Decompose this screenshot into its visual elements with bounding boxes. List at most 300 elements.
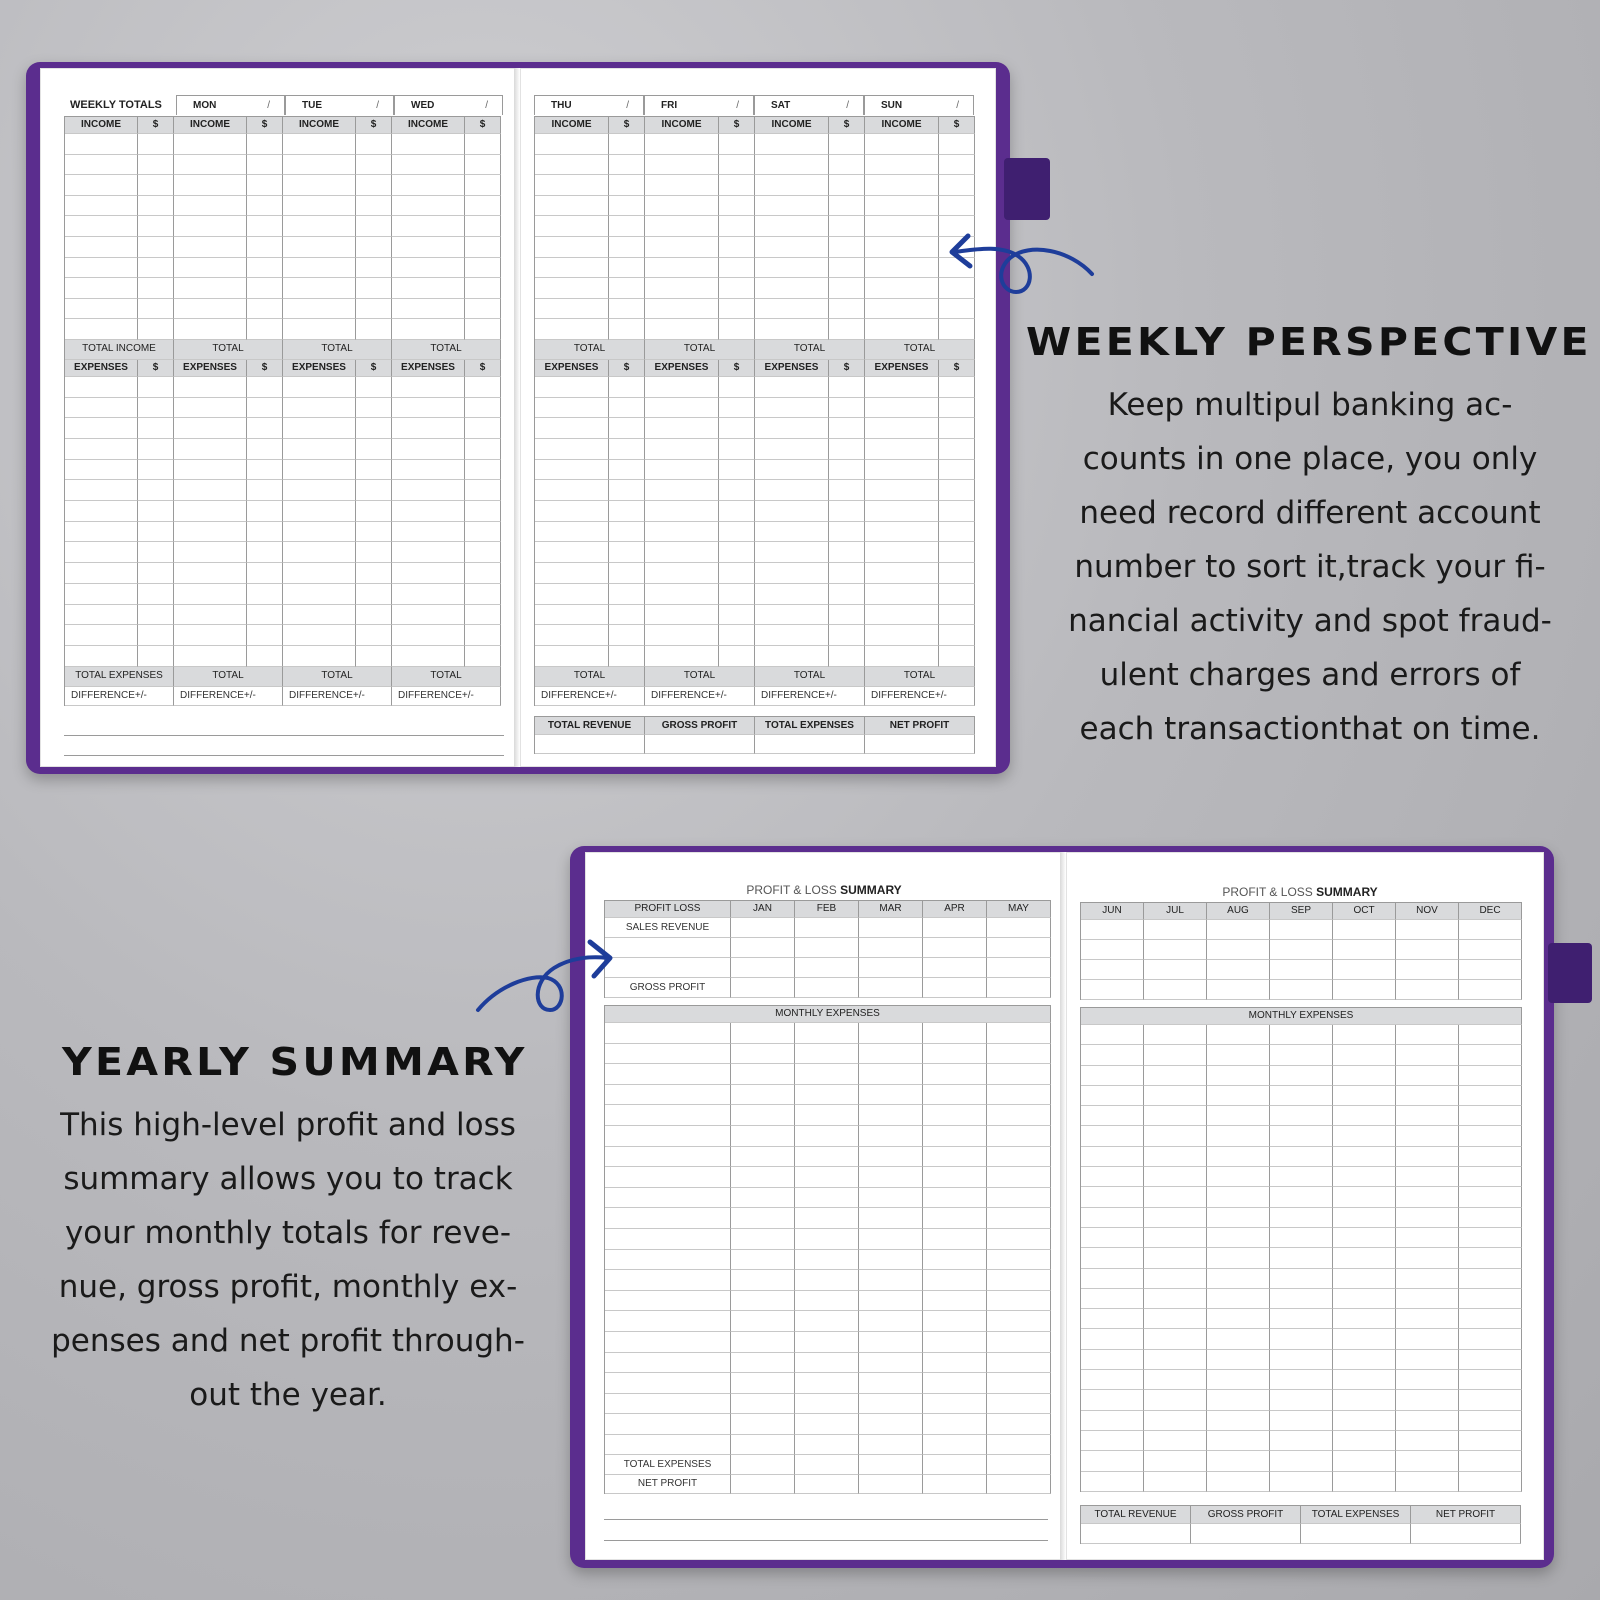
- income-cell: [535, 258, 609, 279]
- income-cell: [247, 319, 283, 340]
- expense-cell: [1333, 1126, 1396, 1146]
- expense-cell: [356, 625, 392, 646]
- expense-cell: [795, 1291, 859, 1312]
- expense-cell: [609, 584, 645, 605]
- expense-cell: [1270, 1147, 1333, 1167]
- income-cell: [609, 155, 645, 176]
- income-cell: [939, 155, 975, 176]
- summary-header: TOTAL REVENUE: [1081, 1506, 1191, 1524]
- expense-cell: [731, 1353, 795, 1374]
- expense-cell: [356, 522, 392, 543]
- expense-cell: [605, 1208, 731, 1229]
- income-cell: [138, 196, 174, 217]
- weekly-left-grid: [64, 116, 501, 706]
- total-expenses-cell: TOTAL: [392, 667, 501, 687]
- expense-cell: [1396, 1086, 1459, 1106]
- expense-cell: [923, 1394, 987, 1415]
- expenses-header: EXPENSES: [283, 360, 356, 377]
- income-cell: [645, 319, 719, 340]
- expense-cell: [829, 522, 865, 543]
- value-cell: [1396, 960, 1459, 980]
- expense-cell: [1333, 1045, 1396, 1065]
- expense-cell: [1207, 1025, 1270, 1045]
- income-cell: [719, 299, 755, 320]
- day-name: SUN: [881, 100, 903, 111]
- income-cell: [138, 278, 174, 299]
- expense-cell: [1144, 1228, 1207, 1248]
- expense-cell: [392, 439, 465, 460]
- expense-cell: [1081, 1066, 1144, 1086]
- income-cell: [174, 278, 247, 299]
- expense-cell: [645, 439, 719, 460]
- expense-cell: [1333, 1106, 1396, 1126]
- expense-cell: [865, 377, 939, 398]
- expense-cell: [283, 542, 356, 563]
- expense-cell: [65, 646, 138, 667]
- value-cell: [1396, 980, 1459, 1000]
- expense-cell: [1333, 1329, 1396, 1349]
- income-cell: [829, 196, 865, 217]
- income-cell: [609, 216, 645, 237]
- pl-right-expenses-grid: [1080, 1007, 1522, 1492]
- expense-cell: [605, 1270, 731, 1291]
- income-cell: [755, 278, 829, 299]
- expense-cell: [755, 480, 829, 501]
- expense-cell: [1270, 1126, 1333, 1146]
- expense-cell: [731, 1085, 795, 1106]
- description-line: This high-level profit and loss: [60, 1107, 516, 1143]
- expense-cell: [1396, 1431, 1459, 1451]
- value-cell: [1207, 960, 1270, 980]
- expense-cell: [174, 439, 247, 460]
- expense-cell: [392, 522, 465, 543]
- expense-cell: [865, 522, 939, 543]
- expense-cell: [859, 1167, 923, 1188]
- value-cell: [859, 958, 923, 978]
- expense-cell: [392, 542, 465, 563]
- dollar-header: $: [719, 360, 755, 377]
- total-expenses-cell: TOTAL: [174, 667, 283, 687]
- expense-cell: [605, 1064, 731, 1085]
- expense-cell: [645, 398, 719, 419]
- income-cell: [865, 155, 939, 176]
- expense-cell: [1270, 1431, 1333, 1451]
- expense-cell: [174, 563, 247, 584]
- income-cell: [174, 196, 247, 217]
- income-cell: [939, 175, 975, 196]
- expense-cell: [392, 398, 465, 419]
- weekly-right-grid: [534, 116, 975, 706]
- expense-cell: [465, 625, 501, 646]
- expense-cell: [1396, 1289, 1459, 1309]
- expense-cell: [755, 398, 829, 419]
- expense-cell: [1270, 1451, 1333, 1471]
- income-cell: [247, 278, 283, 299]
- value-cell: [987, 1455, 1051, 1475]
- pl-title-left: PROFIT & LOSS SUMMARY: [746, 883, 902, 897]
- income-cell: [465, 258, 501, 279]
- expense-cell: [1396, 1147, 1459, 1167]
- expense-cell: [1459, 1390, 1522, 1410]
- expense-cell: [1270, 1411, 1333, 1431]
- expense-cell: [535, 646, 609, 667]
- expense-cell: [356, 398, 392, 419]
- expense-cell: [1459, 1147, 1522, 1167]
- expense-cell: [731, 1167, 795, 1188]
- expense-cell: [1396, 1106, 1459, 1126]
- expense-cell: [1081, 1329, 1144, 1349]
- value-cell: [1333, 920, 1396, 940]
- expense-cell: [465, 563, 501, 584]
- expense-cell: [865, 563, 939, 584]
- expense-cell: [731, 1291, 795, 1312]
- summary-cell: [1191, 1524, 1301, 1544]
- expense-cell: [645, 542, 719, 563]
- value-cell: [923, 978, 987, 998]
- expense-cell: [1270, 1472, 1333, 1492]
- value-cell: [731, 1475, 795, 1494]
- description-line: need record different account: [1079, 495, 1541, 531]
- expense-cell: [731, 1229, 795, 1250]
- dollar-header: $: [247, 360, 283, 377]
- expense-cell: [247, 418, 283, 439]
- expense-cell: [795, 1208, 859, 1229]
- day-header-box: [864, 95, 974, 115]
- income-cell: [65, 216, 138, 237]
- expense-cell: [1270, 1025, 1333, 1045]
- expense-cell: [605, 1291, 731, 1312]
- expense-cell: [829, 542, 865, 563]
- expense-cell: [356, 460, 392, 481]
- value-cell: [923, 938, 987, 958]
- expense-cell: [247, 625, 283, 646]
- income-cell: [609, 299, 645, 320]
- expense-cell: [465, 584, 501, 605]
- income-cell: [645, 299, 719, 320]
- income-cell: [138, 299, 174, 320]
- expense-cell: [865, 501, 939, 522]
- total-expenses-cell: TOTAL: [865, 667, 975, 687]
- expense-cell: [465, 542, 501, 563]
- income-cell: [465, 237, 501, 258]
- expense-cell: [865, 646, 939, 667]
- expense-cell: [755, 625, 829, 646]
- expense-cell: [247, 646, 283, 667]
- expense-cell: [1081, 1269, 1144, 1289]
- pl-left-expenses-grid: [604, 1005, 1051, 1494]
- expense-cell: [987, 1270, 1051, 1291]
- expense-cell: [174, 646, 247, 667]
- income-cell: [356, 216, 392, 237]
- income-cell: [645, 175, 719, 196]
- expense-cell: [829, 480, 865, 501]
- income-cell: [283, 258, 356, 279]
- dollar-header: $: [719, 117, 755, 134]
- expense-cell: [1207, 1411, 1270, 1431]
- expense-cell: [138, 439, 174, 460]
- expense-cell: [605, 1085, 731, 1106]
- expense-cell: [795, 1394, 859, 1415]
- expense-cell: [247, 460, 283, 481]
- expense-cell: [535, 563, 609, 584]
- expense-cell: [247, 542, 283, 563]
- income-cell: [535, 134, 609, 155]
- expense-cell: [174, 398, 247, 419]
- expense-cell: [859, 1311, 923, 1332]
- expense-cell: [138, 563, 174, 584]
- expense-cell: [465, 501, 501, 522]
- income-cell: [283, 196, 356, 217]
- income-cell: [645, 216, 719, 237]
- expense-cell: [1144, 1248, 1207, 1268]
- expense-cell: [939, 501, 975, 522]
- expense-cell: [535, 605, 609, 626]
- expense-cell: [859, 1414, 923, 1435]
- expense-cell: [465, 646, 501, 667]
- difference-cell: DIFFERENCE+/-: [645, 687, 755, 706]
- expense-cell: [605, 1250, 731, 1271]
- expense-cell: [174, 418, 247, 439]
- expense-cell: [535, 501, 609, 522]
- expense-cell: [731, 1250, 795, 1271]
- pl-right-grid: [1080, 902, 1522, 1000]
- expense-cell: [1396, 1208, 1459, 1228]
- income-cell: [283, 278, 356, 299]
- expense-cell: [755, 563, 829, 584]
- expense-cell: [1333, 1390, 1396, 1410]
- income-cell: [356, 134, 392, 155]
- expense-cell: [719, 625, 755, 646]
- expense-cell: [829, 377, 865, 398]
- row-label: NET PROFIT: [605, 1475, 731, 1494]
- expense-cell: [731, 1147, 795, 1168]
- expense-cell: [859, 1270, 923, 1291]
- expense-cell: [731, 1414, 795, 1435]
- expense-cell: [356, 501, 392, 522]
- income-cell: [392, 237, 465, 258]
- weekly-description: [1030, 378, 1590, 756]
- monthly-expenses-header: MONTHLY EXPENSES: [605, 1006, 1051, 1023]
- expense-cell: [1081, 1248, 1144, 1268]
- expense-cell: [923, 1229, 987, 1250]
- income-cell: [829, 319, 865, 340]
- income-cell: [829, 216, 865, 237]
- expense-cell: [987, 1394, 1051, 1415]
- expense-cell: [859, 1023, 923, 1044]
- value-cell: [859, 918, 923, 938]
- expense-cell: [465, 460, 501, 481]
- expense-cell: [65, 584, 138, 605]
- expense-cell: [465, 398, 501, 419]
- description-line: each transactionthat on time.: [1079, 711, 1541, 747]
- expense-cell: [1333, 1289, 1396, 1309]
- income-cell: [65, 175, 138, 196]
- income-cell: [719, 134, 755, 155]
- value-cell: [1333, 960, 1396, 980]
- value-cell: [859, 938, 923, 958]
- income-cell: [138, 216, 174, 237]
- expense-cell: [1333, 1066, 1396, 1086]
- expense-cell: [987, 1188, 1051, 1209]
- expense-cell: [923, 1188, 987, 1209]
- expense-cell: [1333, 1431, 1396, 1451]
- expense-cell: [1081, 1045, 1144, 1065]
- expense-cell: [283, 605, 356, 626]
- income-cell: [609, 319, 645, 340]
- expense-cell: [987, 1147, 1051, 1168]
- expense-cell: [1459, 1370, 1522, 1390]
- income-header: INCOME: [65, 117, 138, 134]
- value-cell: [1144, 960, 1207, 980]
- expense-cell: [138, 522, 174, 543]
- income-cell: [138, 155, 174, 176]
- expense-cell: [465, 522, 501, 543]
- expense-cell: [535, 480, 609, 501]
- month-header: JAN: [731, 901, 795, 918]
- expense-cell: [731, 1311, 795, 1332]
- month-header: FEB: [795, 901, 859, 918]
- expense-cell: [138, 605, 174, 626]
- expense-cell: [939, 480, 975, 501]
- month-header: DEC: [1459, 903, 1522, 920]
- expense-cell: [923, 1270, 987, 1291]
- expense-cell: [795, 1435, 859, 1456]
- expense-cell: [939, 460, 975, 481]
- spine-shadow: [514, 68, 520, 767]
- difference-cell: DIFFERENCE+/-: [865, 687, 975, 706]
- expense-cell: [535, 418, 609, 439]
- expense-cell: [939, 439, 975, 460]
- total-expenses-cell: TOTAL: [283, 667, 392, 687]
- dollar-header: $: [138, 117, 174, 134]
- expense-cell: [987, 1332, 1051, 1353]
- value-cell: [1081, 960, 1144, 980]
- expense-cell: [923, 1373, 987, 1394]
- expense-cell: [1333, 1228, 1396, 1248]
- difference-cell: DIFFERENCE+/-: [392, 687, 501, 706]
- pl-title-right: PROFIT & LOSS SUMMARY: [1222, 885, 1378, 899]
- expense-cell: [829, 398, 865, 419]
- expense-cell: [1270, 1066, 1333, 1086]
- expense-cell: [1207, 1329, 1270, 1349]
- date-slash: /: [956, 100, 959, 111]
- income-cell: [138, 175, 174, 196]
- value-cell: [1459, 980, 1522, 1000]
- income-cell: [65, 237, 138, 258]
- expense-cell: [1207, 1269, 1270, 1289]
- expense-cell: [719, 439, 755, 460]
- expense-cell: [392, 460, 465, 481]
- income-cell: [174, 299, 247, 320]
- expense-cell: [1270, 1329, 1333, 1349]
- value-cell: [1144, 980, 1207, 1000]
- value-cell: [987, 938, 1051, 958]
- description-line: your monthly totals for reve-: [64, 1215, 512, 1251]
- expense-cell: [535, 398, 609, 419]
- expense-cell: [174, 542, 247, 563]
- expense-cell: [1459, 1025, 1522, 1045]
- summary-header: NET PROFIT: [1411, 1506, 1521, 1524]
- expense-cell: [1459, 1329, 1522, 1349]
- expense-cell: [1081, 1390, 1144, 1410]
- expense-cell: [923, 1311, 987, 1332]
- income-cell: [247, 134, 283, 155]
- expense-cell: [138, 501, 174, 522]
- expense-cell: [465, 418, 501, 439]
- expense-cell: [755, 460, 829, 481]
- dollar-header: $: [939, 117, 975, 134]
- expense-cell: [65, 605, 138, 626]
- expense-cell: [755, 584, 829, 605]
- income-cell: [174, 237, 247, 258]
- expense-cell: [1144, 1350, 1207, 1370]
- income-cell: [65, 155, 138, 176]
- income-cell: [865, 237, 939, 258]
- total-income-cell: TOTAL: [535, 340, 645, 360]
- expense-cell: [795, 1085, 859, 1106]
- expense-cell: [731, 1270, 795, 1291]
- income-cell: [609, 196, 645, 217]
- expense-cell: [1207, 1228, 1270, 1248]
- income-cell: [392, 278, 465, 299]
- expense-cell: [731, 1023, 795, 1044]
- income-cell: [465, 278, 501, 299]
- income-cell: [829, 237, 865, 258]
- expense-cell: [605, 1044, 731, 1065]
- income-cell: [283, 175, 356, 196]
- expense-cell: [923, 1414, 987, 1435]
- expense-cell: [1459, 1411, 1522, 1431]
- value-cell: [859, 978, 923, 998]
- expense-cell: [283, 501, 356, 522]
- income-cell: [939, 319, 975, 340]
- expense-cell: [645, 501, 719, 522]
- description-line: summary allows you to track: [63, 1161, 513, 1197]
- expense-cell: [65, 460, 138, 481]
- day-header-box: [176, 95, 285, 115]
- income-cell: [247, 299, 283, 320]
- expense-cell: [1396, 1370, 1459, 1390]
- expenses-header: EXPENSES: [174, 360, 247, 377]
- income-cell: [865, 216, 939, 237]
- expense-cell: [865, 418, 939, 439]
- expense-cell: [138, 460, 174, 481]
- income-cell: [65, 258, 138, 279]
- expense-cell: [65, 625, 138, 646]
- row-label: SALES REVENUE: [605, 918, 731, 938]
- expense-cell: [859, 1208, 923, 1229]
- expense-cell: [1207, 1045, 1270, 1065]
- expense-cell: [1081, 1289, 1144, 1309]
- income-cell: [535, 319, 609, 340]
- expense-cell: [645, 480, 719, 501]
- income-cell: [609, 258, 645, 279]
- expense-cell: [987, 1044, 1051, 1065]
- income-cell: [174, 155, 247, 176]
- expense-cell: [645, 584, 719, 605]
- expense-cell: [605, 1435, 731, 1456]
- day-header-box: [394, 95, 503, 115]
- expense-cell: [923, 1064, 987, 1085]
- income-cell: [939, 134, 975, 155]
- expense-cell: [1396, 1329, 1459, 1349]
- description-line: nancial activity and spot fraud-: [1068, 603, 1552, 639]
- value-cell: [923, 958, 987, 978]
- expense-cell: [1270, 1269, 1333, 1289]
- expense-cell: [645, 605, 719, 626]
- expense-cell: [719, 480, 755, 501]
- value-cell: [1207, 940, 1270, 960]
